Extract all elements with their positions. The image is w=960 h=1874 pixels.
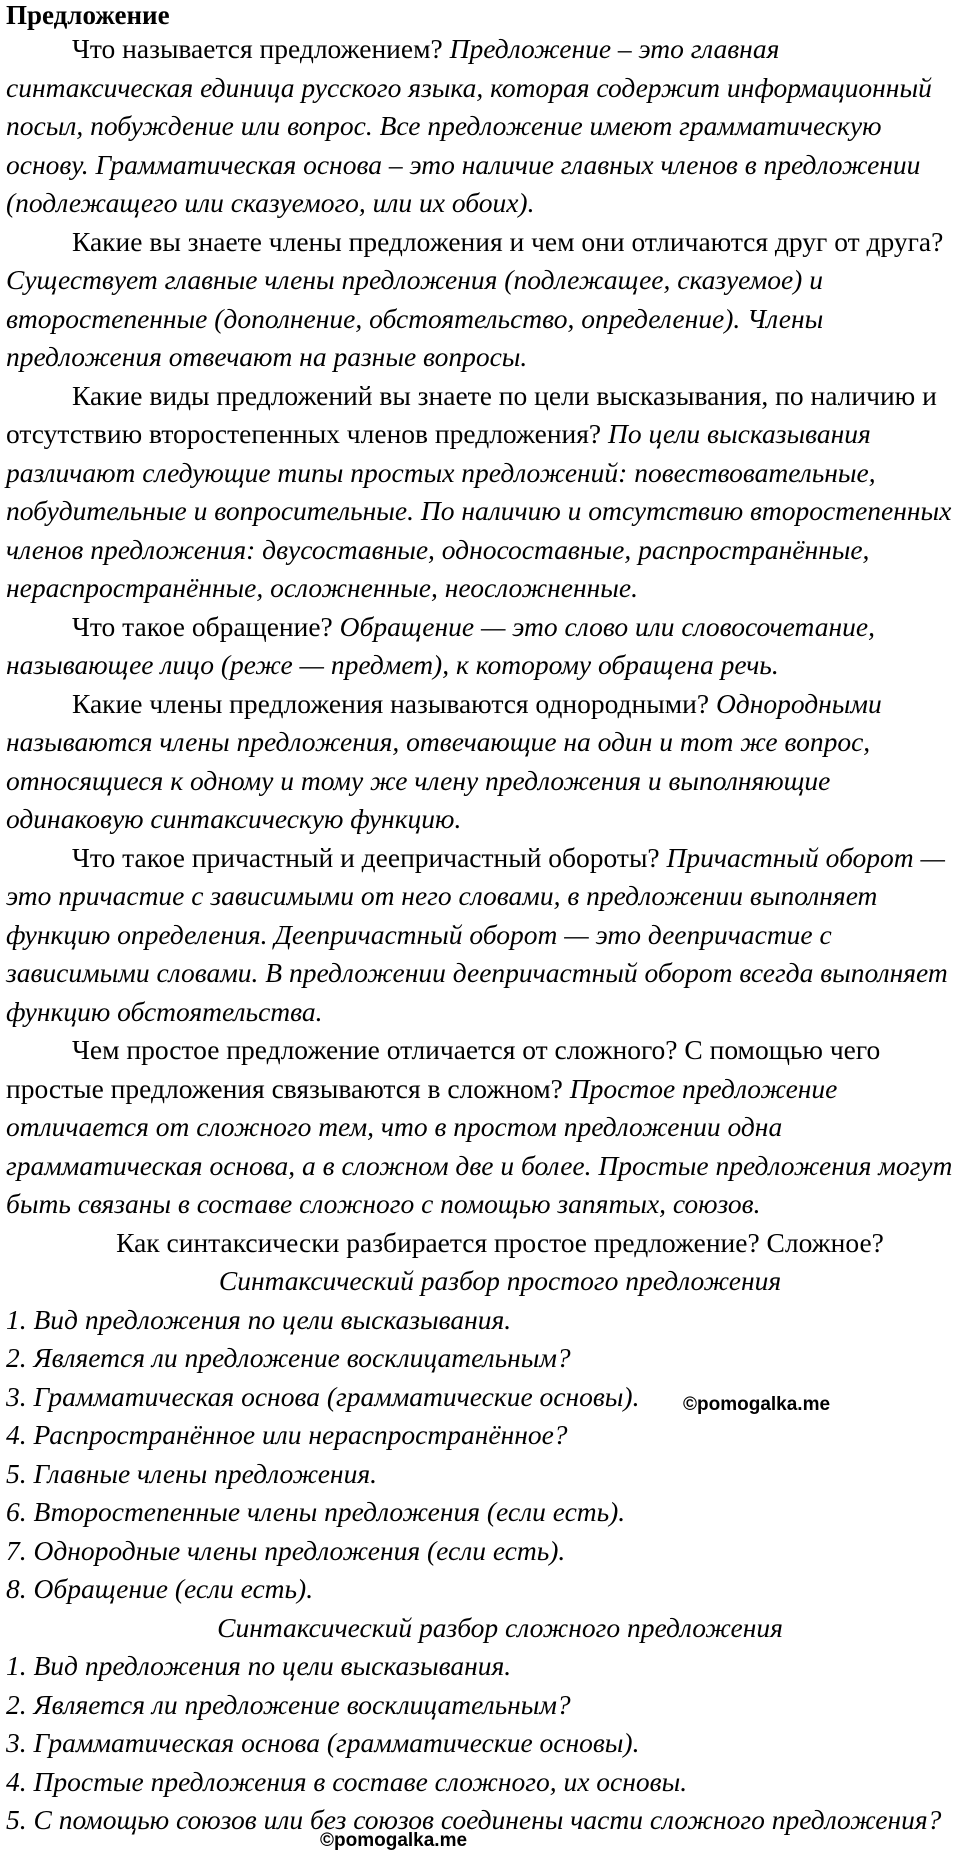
list-item: 3. Грамматическая основа (грамматические основы).	[6, 1380, 640, 1412]
question-text: Что называется предложением?	[72, 33, 443, 64]
question-text: Что такое причастный и деепричастный обороты?	[72, 841, 660, 873]
list-item: 3. Грамматическая основа (грамматические основы).	[6, 1727, 640, 1758]
answer-text: Существует главные члены предложения (подлежащее, сказуемое) и второстепенные (дополнение, обстоятельство, определение). Члены предложения отвечают на разные вопросы.	[6, 264, 824, 372]
qa-paragraph-6	[6, 839, 954, 1032]
qa-paragraph-5	[6, 685, 954, 839]
simple-parse-steps	[6, 1301, 954, 1609]
answer-text: Обращение — это слово или словосочетание, называющее лицо (реже — предмет), к которому обращена речь.	[6, 610, 875, 680]
complex-parse-heading: Синтаксический разбор сложного предложения	[217, 1611, 783, 1643]
answer-text: Однородными называются члены предложения, отвечающие на один и тот же вопрос, относящиеся к одному и тому же члену предложения и выполняющие одинаковую синтаксическую функцию.	[6, 687, 882, 834]
question-text: Какие виды предложений вы знаете по цели высказывания, по наличию и отсутствию второстепенных членов предложения?	[6, 379, 937, 449]
list-item: 2. Является ли предложение восклицательным?	[6, 1688, 571, 1720]
watermark: ©pomogalka.me	[320, 1830, 468, 1851]
answer-text: По цели высказывания различают следующие типы простых предложений: повествовательные, побудительные и вопросительные. По наличию и отсутствию второстепенных членов предложения: двусоставные, односоставные, распространённые, нераспространённые, осложненные, неосложненные.	[6, 418, 952, 603]
list-item: 2. Является ли предложение восклицательным?	[6, 1342, 571, 1373]
answer-text: Простое предложение отличается от сложного тем, что в простом предложении одна грамматическая основа, а в сложном две и более. Простые предложения могут быть связаны в составе сложного с помощью запятых, союзов.	[6, 1072, 953, 1219]
list-item: 5. Главные члены предложения.	[6, 1457, 377, 1489]
watermark: ©pomogalka.me	[683, 1394, 831, 1415]
qa-paragraph-7	[6, 1031, 954, 1224]
qa-paragraph-4	[6, 608, 954, 685]
list-item: 1. Вид предложения по цели высказывания.	[6, 1650, 512, 1681]
complex-parse-steps	[6, 1647, 954, 1840]
qa-paragraph-2	[6, 223, 954, 377]
simple-parse-heading: Синтаксический разбор простого предложения	[218, 1265, 782, 1296]
question-text: Какие члены предложения называются однородными?	[72, 687, 710, 719]
question-text: Что такое обращение?	[72, 610, 333, 642]
answer-text: Предложение – это главная синтаксическая единица русского языка, которая содержит информационный посыл, побуждение или вопрос. Все предложение имеют грамматическую основу. Грамматическая основа – это наличие главных членов в предложении (подлежащего или сказуемого, или их обоих).	[6, 33, 932, 218]
list-item: 4. Простые предложения в составе сложного, их основы.	[6, 1765, 688, 1797]
list-item: 5. С помощью союзов или без союзов соединены части сложного предложения?	[6, 1804, 942, 1835]
question-text: Какие вы знаете члены предложения и чем они отличаются друг от друга?	[72, 225, 944, 257]
list-item: 1. Вид предложения по цели высказывания.	[6, 1303, 512, 1335]
qa-paragraph-3	[6, 377, 954, 608]
document-title: Предложение	[6, 0, 170, 30]
question-text: Чем простое предложение отличается от сложного? С помощью чего простые предложения связываются в сложном?	[6, 1034, 881, 1104]
answer-text: Причастный оборот — это причастие с зависимыми от него словами, в предложении выполняет функцию определения. Деепричастный оборот — это деепричастие с зависимыми словами. В предложении деепричастный оборот всегда выполняет функцию обстоятельства.	[6, 841, 948, 1027]
list-item: 7. Однородные члены предложения (если есть).	[6, 1534, 566, 1566]
qa-paragraph-1	[6, 30, 954, 223]
list-item: 6. Второстепенные члены предложения (если есть).	[6, 1496, 626, 1527]
list-item: 8. Обращение (если есть).	[6, 1573, 314, 1604]
final-question: Как синтаксически разбирается простое предложение? Сложное?	[116, 1226, 884, 1258]
list-item: 4. Распространённое или нераспространённое?	[6, 1419, 568, 1450]
